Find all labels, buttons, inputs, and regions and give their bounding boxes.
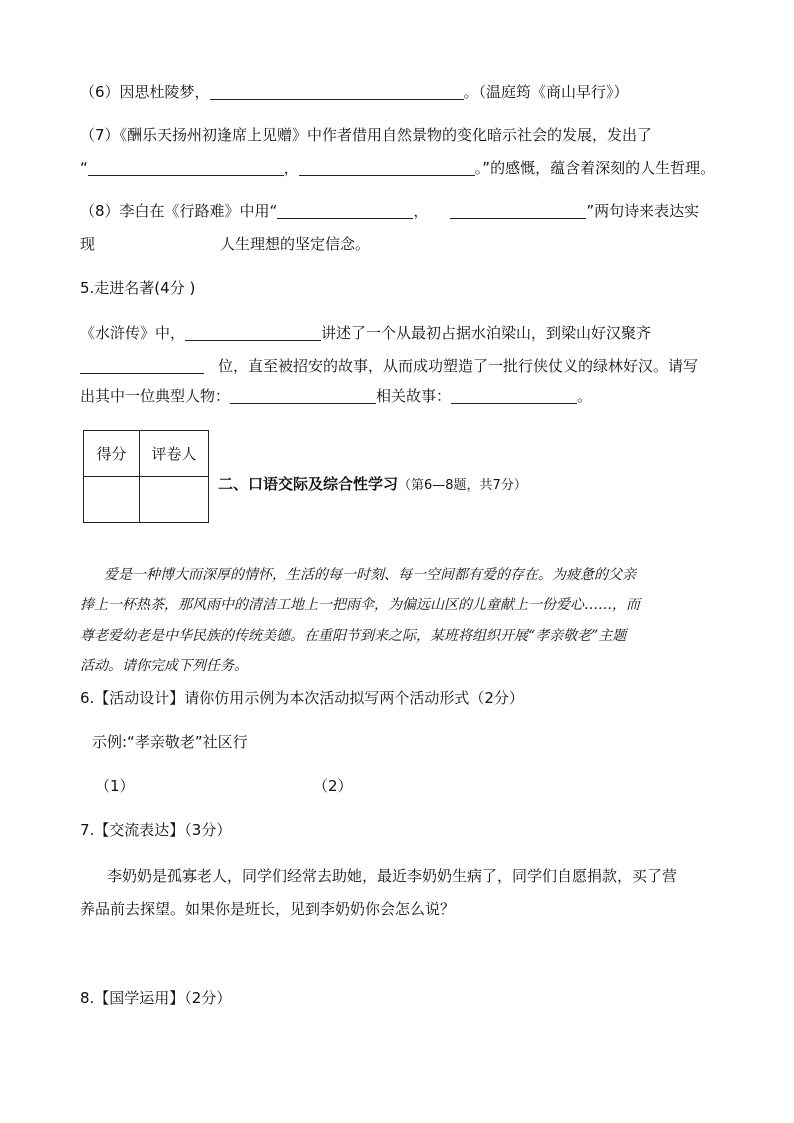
item-8-line-2-start: 现 [80,235,96,253]
answer-blank[interactable] [185,324,321,341]
q5-title: 5.走进名著(4分 ) [80,279,196,297]
answer-blank[interactable] [88,159,284,176]
item-8-suffix: ”两句诗来表达实 [586,202,700,220]
q5-line-2-text: 位，直至被招安的故事，从而成功塑造了一批行侠仗义的绿林好汉。请写 [218,357,699,375]
q7-line-1: 李奶奶是孤寡老人，同学们经常去助她，最近李奶奶生病了，同学们自愿捐款，买了营 [107,867,678,885]
comma: ， [413,202,429,220]
grader-cell[interactable] [140,477,209,523]
passage-line-1: 爱是一种博大而深厚的情怀，生活的每一时刻、每一空间都有爱的存在。为疲惫的父亲 [104,567,636,583]
item-8-line-2-end: 人生理想的坚定信念。 [220,235,371,253]
answer-blank[interactable] [277,202,413,219]
item-6-source: 。（温庭筠《商山早行》） [463,83,629,101]
q5-line-3-mid: 相关故事： [376,387,452,405]
passage-line-3: 尊老爱幼老是中华民族的传统美德。在重阳节到来之际，某班将组织开展“孝亲敬老”主题 [80,628,627,644]
q6-slot-2[interactable]: （2） [313,777,353,795]
item-8-line-2 [80,234,370,254]
section-2-heading [218,474,527,496]
q7-title: 7.【交流表达】（3分） [80,821,232,839]
item-8-prefix: （8）李白在《行路难》中用“ [80,202,278,220]
q5-line-2 [80,356,698,376]
answer-blank[interactable] [230,387,376,404]
grader-header: 评卷人 [140,431,209,477]
open-quote: “ [80,159,88,177]
item-6 [80,82,629,102]
item-7-line-2 [80,158,715,178]
q6-title: 6.【活动设计】请你仿用示例为本次活动拟写两个活动形式（2分） [80,689,524,707]
comma: ， [283,159,299,177]
answer-blank[interactable] [210,83,464,100]
item-7-line-1: （7）《酬乐天扬州初逢席上见赠》中作者借用自然景物的变化暗示社会的发展，发出了 [80,126,653,144]
answer-blank[interactable] [450,202,586,219]
q7-line-2: 养品前去探望。如果你是班长，见到李奶奶你会怎么说？ [80,900,456,918]
q5-line-1 [80,323,651,343]
q6-example: 示例:“孝亲敬老”社区行 [92,733,248,751]
q8-title: 8.【国学运用】（2分） [80,989,232,1007]
section-2-title: 二、口语交际及综合性学习 [218,475,399,493]
answer-blank[interactable] [451,387,577,404]
q5-line-3-end: 。 [577,387,593,405]
item-8-line-1 [80,201,699,221]
answer-blank[interactable] [299,159,475,176]
score-cell[interactable] [84,477,140,523]
q5-line-1-prefix: 《水浒传》中， [80,324,186,342]
passage-line-4: 活动。请你完成下列任务。 [80,658,248,674]
answer-blank[interactable] [80,357,204,374]
item-6-prefix: （6）因思杜陵梦， [80,83,210,101]
q5-line-3-prefix: 出其中一位典型人物： [80,387,231,405]
score-table [83,430,209,523]
score-header: 得分 [84,431,140,477]
item-7-ending: 。”的感慨，蕴含着深刻的人生哲理。 [474,159,716,177]
q5-line-1-text: 讲述了一个从最初占据水泊梁山，到梁山好汉聚齐 [321,324,652,342]
section-2-note: （第6—8题，共7分） [398,478,527,493]
q5-line-3 [80,386,592,406]
passage-line-2: 捧上一杯热茶，那风雨中的清洁工地上一把雨伞，为偏远山区的儿童献上一份爱心……，而 [80,597,640,613]
q6-slot-1[interactable]: （1） [95,777,135,795]
